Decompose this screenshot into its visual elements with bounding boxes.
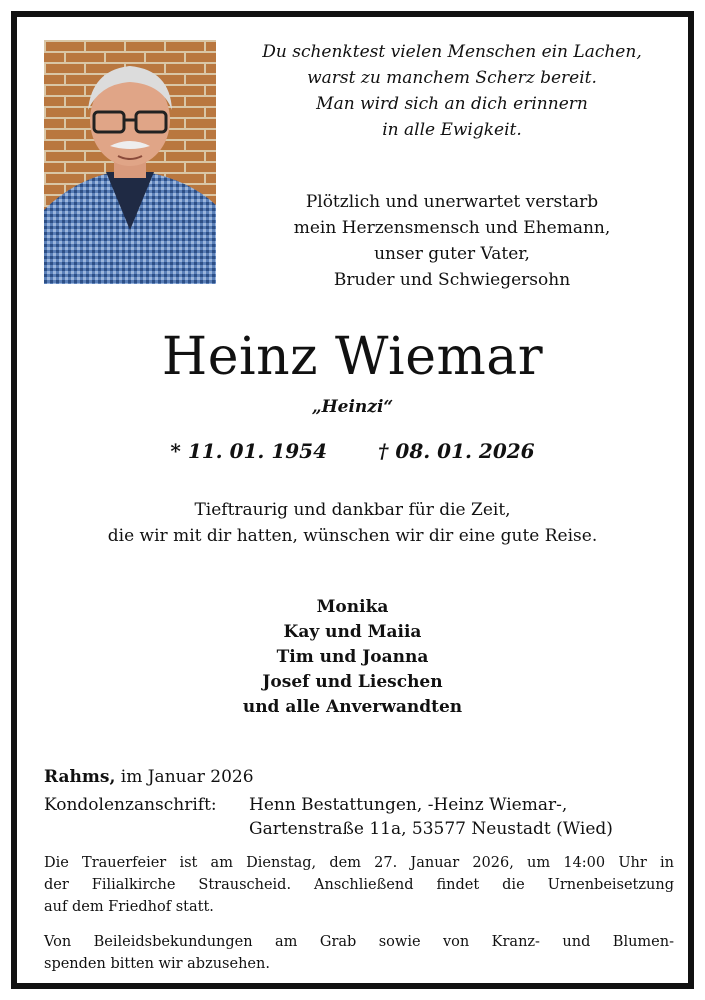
- farewell-text: [17, 497, 688, 549]
- obituary-frame: [11, 11, 694, 989]
- birth-date: * 11. 01. 1954: [170, 439, 328, 463]
- memorial-poem: [227, 39, 677, 143]
- intro-line: unser guter Vater,: [374, 244, 530, 264]
- farewell-line: die wir mit dir hatten, wünschen wir dir eine gute Reise.: [107, 526, 598, 546]
- mourner: Tim und Joanna: [276, 647, 429, 667]
- farewell-line: Tieftraurig und dankbar für die Zeit,: [194, 500, 511, 520]
- condolence-address: [249, 793, 613, 841]
- intro-line: mein Herzensmensch und Ehemann,: [293, 218, 611, 238]
- ceremony-line: Die Trauerfeier ist am Dienstag, dem 27. Januar 2026, um 14:00 Uhr in: [44, 855, 674, 871]
- life-dates: [17, 439, 688, 463]
- mourner: und alle Anverwandten: [242, 697, 463, 717]
- place-and-date: [44, 767, 254, 787]
- poem-line: in alle Ewigkeit.: [382, 120, 522, 140]
- mourner: Monika: [316, 597, 389, 617]
- ceremony-info: [44, 852, 674, 918]
- poem-line: Man wird sich an dich erinnern: [316, 94, 588, 114]
- ceremony-line: der Filialkirche Strauscheid. Anschließend findet die Urnenbeisetzung: [44, 877, 674, 893]
- mourners-list: [17, 595, 688, 720]
- condolence-request: [44, 931, 674, 975]
- announcement-intro: [227, 189, 677, 293]
- address-line: Gartenstraße 11a, 53577 Neustadt (Wied): [249, 819, 613, 839]
- place-date: im Januar 2026: [115, 767, 254, 787]
- deceased-nickname: „Heinzi“: [311, 397, 394, 417]
- intro-line: Plötzlich und unerwartet verstarb: [305, 192, 599, 212]
- intro-line: Bruder und Schwiegersohn: [333, 270, 571, 290]
- ceremony-line: auf dem Friedhof statt.: [44, 899, 214, 915]
- death-date: † 08. 01. 2026: [377, 439, 535, 463]
- poem-line: Du schenktest vielen Menschen ein Lachen,: [262, 42, 642, 62]
- condolence-label: Kondolenzanschrift:: [44, 795, 217, 815]
- place-name: Rahms,: [44, 767, 116, 787]
- portrait-photo: [44, 40, 216, 284]
- poem-line: warst zu manchem Scherz bereit.: [307, 68, 597, 88]
- mourner: Josef und Lieschen: [262, 672, 443, 692]
- request-line: spenden bitten wir abzusehen.: [44, 956, 270, 972]
- portrait-illustration: [44, 40, 216, 284]
- request-line: Von Beileidsbekundungen am Grab sowie von Kranz- und Blumen-: [44, 934, 674, 950]
- deceased-name: Heinz Wiemar: [161, 327, 544, 387]
- address-line: Henn Bestattungen, -Heinz Wiemar-,: [249, 795, 568, 815]
- mourner: Kay und Maiia: [283, 622, 422, 642]
